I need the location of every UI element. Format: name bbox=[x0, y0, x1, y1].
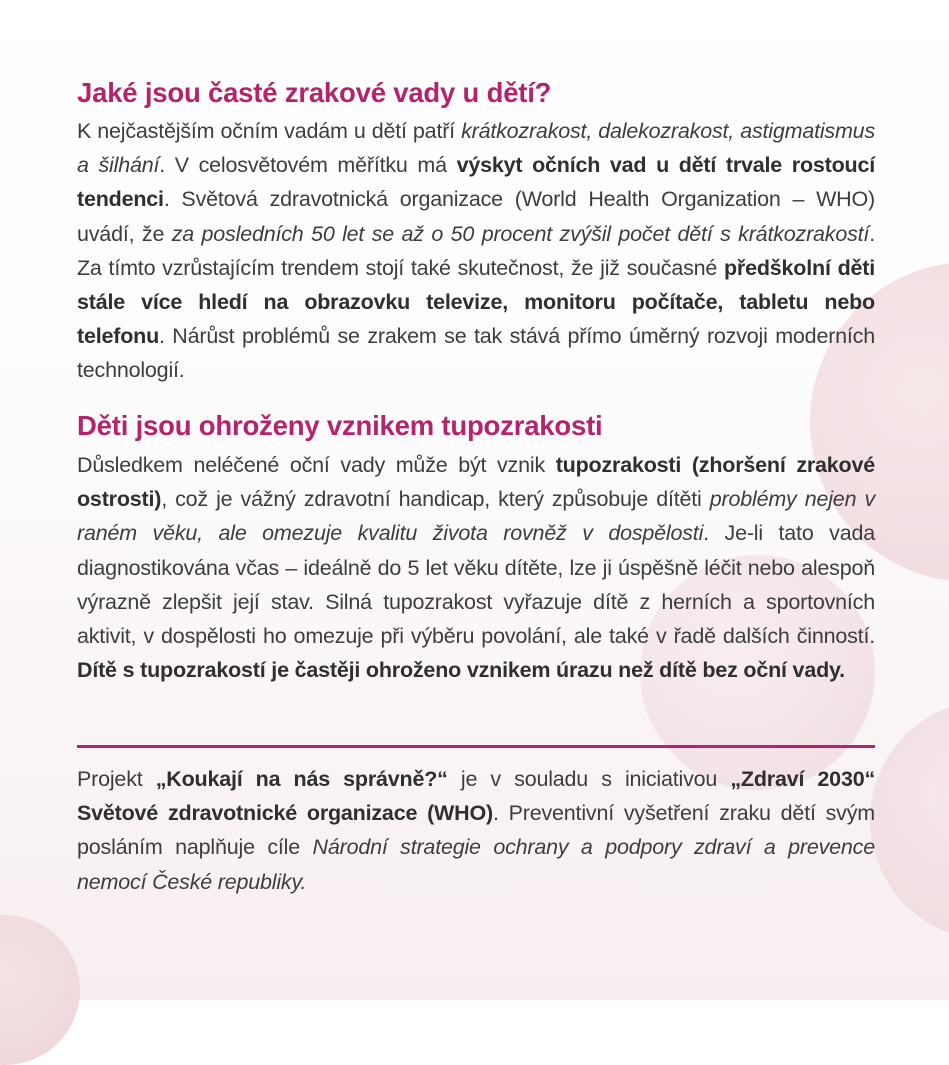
text-run: K nejčastějším očním vadám u dětí patří bbox=[77, 119, 462, 143]
text-run: . Nárůst problémů se zrakem se tak stává přímo úměrný rozvoji moderních technologií. bbox=[77, 324, 875, 383]
section-paragraph bbox=[77, 448, 875, 687]
text-run: . V celosvětovém měřítku má bbox=[159, 153, 457, 178]
italic-text: problémy nejen v raném věku, ale omezuje kvalitu života rovněž v dospělosti bbox=[77, 487, 875, 546]
italic-text: Národní strategie ochrany a podpory zdraví a prevence nemocí České republiky. bbox=[77, 835, 875, 894]
bold-text: „Koukají na nás správně?“ bbox=[155, 767, 448, 791]
divider-line bbox=[77, 745, 875, 748]
italic-text: za posledních 50 let se až o 50 procent zvýšil počet dětí s krátkozrakostí bbox=[171, 221, 870, 246]
text-run: . Světová zdravotnická organizace (World Health Organization – WHO) uvádí, že bbox=[77, 187, 875, 246]
section-heading: Děti jsou ohroženy vznikem tupozrakosti bbox=[77, 410, 603, 441]
text-run: Důsledkem neléčené oční vady může být vznik bbox=[77, 453, 556, 477]
text-run: Projekt bbox=[77, 767, 156, 791]
bold-text: předškolní děti stále více hledí na obrazovku televize, monitoru počítače, tabletu nebo telefonu bbox=[77, 255, 875, 349]
bold-text: výskyt očních vad u dětí trvale rostoucí tendenci bbox=[77, 153, 876, 212]
text-run: . Za tímto vzrůstajícím trendem stojí také skutečnost, že již současné bbox=[77, 221, 875, 280]
section-paragraph bbox=[77, 114, 875, 388]
text-run: . Preventivní vyšetření zraku dětí svým posláním naplňuje cíle bbox=[77, 801, 875, 860]
bold-text: tupozrakosti (zhoršení zrakové ostrosti) bbox=[77, 453, 876, 512]
footer-paragraph bbox=[77, 762, 875, 899]
italic-text: krátkozrakost, dalekozrakost, astigmatismus a šilhání bbox=[77, 119, 875, 178]
text-run: . Je-li tato vada diagnostikována včas – ideálně do 5 let věku dítěte, lze ji úspěšně léčit nebo alespoň výrazně zlepšit její stav. Silná tupozrakost vyřazuje dítě z herních a sportovních aktivit, v dospělosti ho omezuje při výběru povolání, ale také v řadě dalších činností. bbox=[77, 521, 875, 649]
bold-text: Dítě s tupozrakostí je častěji ohroženo vznikem úrazu než dítě bez oční vady. bbox=[77, 658, 845, 683]
section-heading: Jaké jsou časté zrakové vady u dětí? bbox=[77, 77, 552, 108]
bold-text: „Zdraví 2030“ Světové zdravotnické organizace (WHO) bbox=[77, 767, 876, 826]
text-run: , což je vážný zdravotní handicap, který způsobuje dítěti bbox=[161, 487, 710, 512]
text-run: je v souladu s iniciativou bbox=[447, 767, 731, 791]
